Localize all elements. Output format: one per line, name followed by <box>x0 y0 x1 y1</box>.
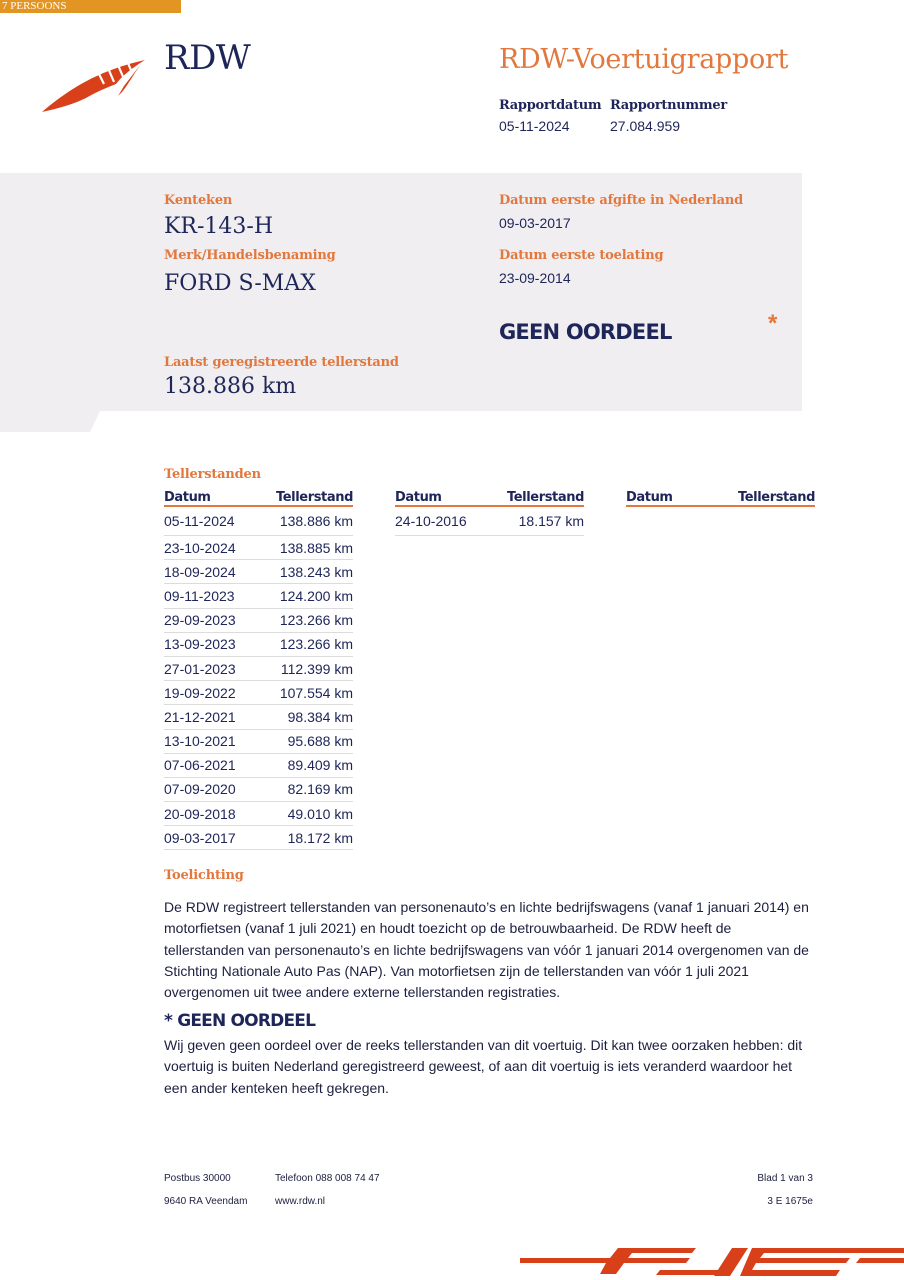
row-datum: 21-12-2021 <box>164 705 255 729</box>
footer-plaats: 9640 RA Veendam <box>164 1196 248 1207</box>
tellerstanden-title: Tellerstanden <box>164 467 261 482</box>
tellerstanden-table-1 <box>164 489 353 850</box>
table-row <box>164 777 353 801</box>
rapportnummer-label: Rapportnummer <box>610 98 727 113</box>
verdict-heading: * GEEN OORDEEL <box>164 1011 316 1031</box>
toelichting-body: De RDW registreert tellerstanden van personenauto’s en lichte bedrijfswagens (vanaf 1 januari 2014) en motorfietsen (vanaf 1 juli 2021) en houdt toezicht op de betrouwbaarheid. De RDW heeft de tellerstanden van personenauto’s en lichte bedrijfswagens van vóór 1 januari 2014 overgenomen van de Stichting Nationale Auto Pas (NAP). Van motorfietsen zijn de tellerstanden van vóór 1 juli 2021 overgenomen uit twee andere externe tellerstanden registraties. <box>164 899 809 1001</box>
verdict-badge: GEEN OORDEEL <box>499 320 672 344</box>
table-row <box>164 608 353 632</box>
row-datum: 09-11-2023 <box>164 584 255 608</box>
teller-label: Laatst geregistreerde tellerstand <box>164 355 399 370</box>
table-row <box>164 584 353 608</box>
row-tellerstand: 89.409 km <box>255 753 353 777</box>
teller-value: 138.886 km <box>164 374 297 399</box>
col-datum: Datum <box>164 489 255 506</box>
afgifte-value: 09-03-2017 <box>499 215 571 231</box>
vehicle-panel <box>0 173 802 411</box>
brand-name: RDW <box>164 38 251 78</box>
row-tellerstand: 123.266 km <box>255 632 353 656</box>
rdw-logo-icon <box>40 58 150 114</box>
row-tellerstand: 49.010 km <box>255 802 353 826</box>
col-datum: Datum <box>626 489 697 506</box>
table-row <box>395 506 584 536</box>
rapportnummer-value: 27.084.959 <box>610 118 681 134</box>
table-row <box>164 560 353 584</box>
kenteken-value: KR-143-H <box>164 214 274 239</box>
table-row <box>164 705 353 729</box>
footer-code: 3 E 1675e <box>767 1196 813 1207</box>
toelating-value: 23-09-2014 <box>499 270 571 286</box>
verdict-explanation: Wij geven geen oordeel over de reeks tellerstanden van dit voertuig. Dit kan twee oorzaken hebben: dit voertuig is buiten Nederland geregistreerd geweest, of aan dit voertuig is iets veranderd waardoor het een ander kenteken heeft gekregen. <box>164 1037 803 1096</box>
table-row <box>164 506 353 536</box>
verdict-star: * <box>768 310 778 337</box>
footer-page: Blad 1 van 3 <box>757 1173 813 1184</box>
row-datum: 18-09-2024 <box>164 560 255 584</box>
kenteken-label: Kenteken <box>164 193 233 208</box>
decorative-stripes-icon <box>520 1244 904 1280</box>
row-datum: 23-10-2024 <box>164 536 255 560</box>
row-tellerstand: 98.384 km <box>255 705 353 729</box>
row-datum: 20-09-2018 <box>164 802 255 826</box>
row-datum: 19-09-2022 <box>164 681 255 705</box>
merk-label: Merk/Handelsbenaming <box>164 248 336 263</box>
tellerstanden-table-3 <box>626 489 815 507</box>
passenger-tag: 7 PERSOONS <box>0 0 181 13</box>
row-datum: 05-11-2024 <box>164 506 255 536</box>
row-tellerstand: 107.554 km <box>255 681 353 705</box>
col-tellerstand: Tellerstand <box>255 489 353 506</box>
report-title: RDW-Voertuigrapport <box>499 44 789 75</box>
row-datum: 09-03-2017 <box>164 826 255 850</box>
row-datum: 13-10-2021 <box>164 729 255 753</box>
row-tellerstand: 123.266 km <box>255 608 353 632</box>
footer-website[interactable]: www.rdw.nl <box>275 1196 326 1207</box>
row-tellerstand: 18.172 km <box>255 826 353 850</box>
table-row <box>164 802 353 826</box>
row-datum: 27-01-2023 <box>164 656 255 680</box>
rapportdatum-value: 05-11-2024 <box>499 118 570 134</box>
rapportdatum-label: Rapportdatum <box>499 98 602 113</box>
table-row <box>164 536 353 560</box>
toelichting-title: Toelichting <box>164 868 244 883</box>
row-datum: 07-09-2020 <box>164 777 255 801</box>
row-tellerstand: 18.157 km <box>486 506 584 536</box>
col-tellerstand: Tellerstand <box>486 489 584 506</box>
col-tellerstand: Tellerstand <box>697 489 815 506</box>
row-datum: 29-09-2023 <box>164 608 255 632</box>
row-tellerstand: 138.886 km <box>255 506 353 536</box>
row-tellerstand: 82.169 km <box>255 777 353 801</box>
merk-value: FORD S-MAX <box>164 271 316 296</box>
panel-tab <box>0 411 100 432</box>
row-tellerstand: 138.243 km <box>255 560 353 584</box>
footer-telefoon: Telefoon 088 008 74 47 <box>275 1173 380 1184</box>
table-row <box>164 656 353 680</box>
table-row <box>164 826 353 850</box>
afgifte-label: Datum eerste afgifte in Nederland <box>499 193 743 208</box>
tellerstanden-table-2 <box>395 489 584 536</box>
row-datum: 13-09-2023 <box>164 632 255 656</box>
table-row <box>164 681 353 705</box>
row-datum: 24-10-2016 <box>395 506 486 536</box>
table-row <box>164 729 353 753</box>
row-tellerstand: 112.399 km <box>255 656 353 680</box>
row-tellerstand: 138.885 km <box>255 536 353 560</box>
col-datum: Datum <box>395 489 486 506</box>
row-tellerstand: 124.200 km <box>255 584 353 608</box>
row-tellerstand: 95.688 km <box>255 729 353 753</box>
toelating-label: Datum eerste toelating <box>499 248 664 263</box>
footer-postbus: Postbus 30000 <box>164 1173 231 1184</box>
row-datum: 07-06-2021 <box>164 753 255 777</box>
table-row <box>164 632 353 656</box>
table-row <box>164 753 353 777</box>
